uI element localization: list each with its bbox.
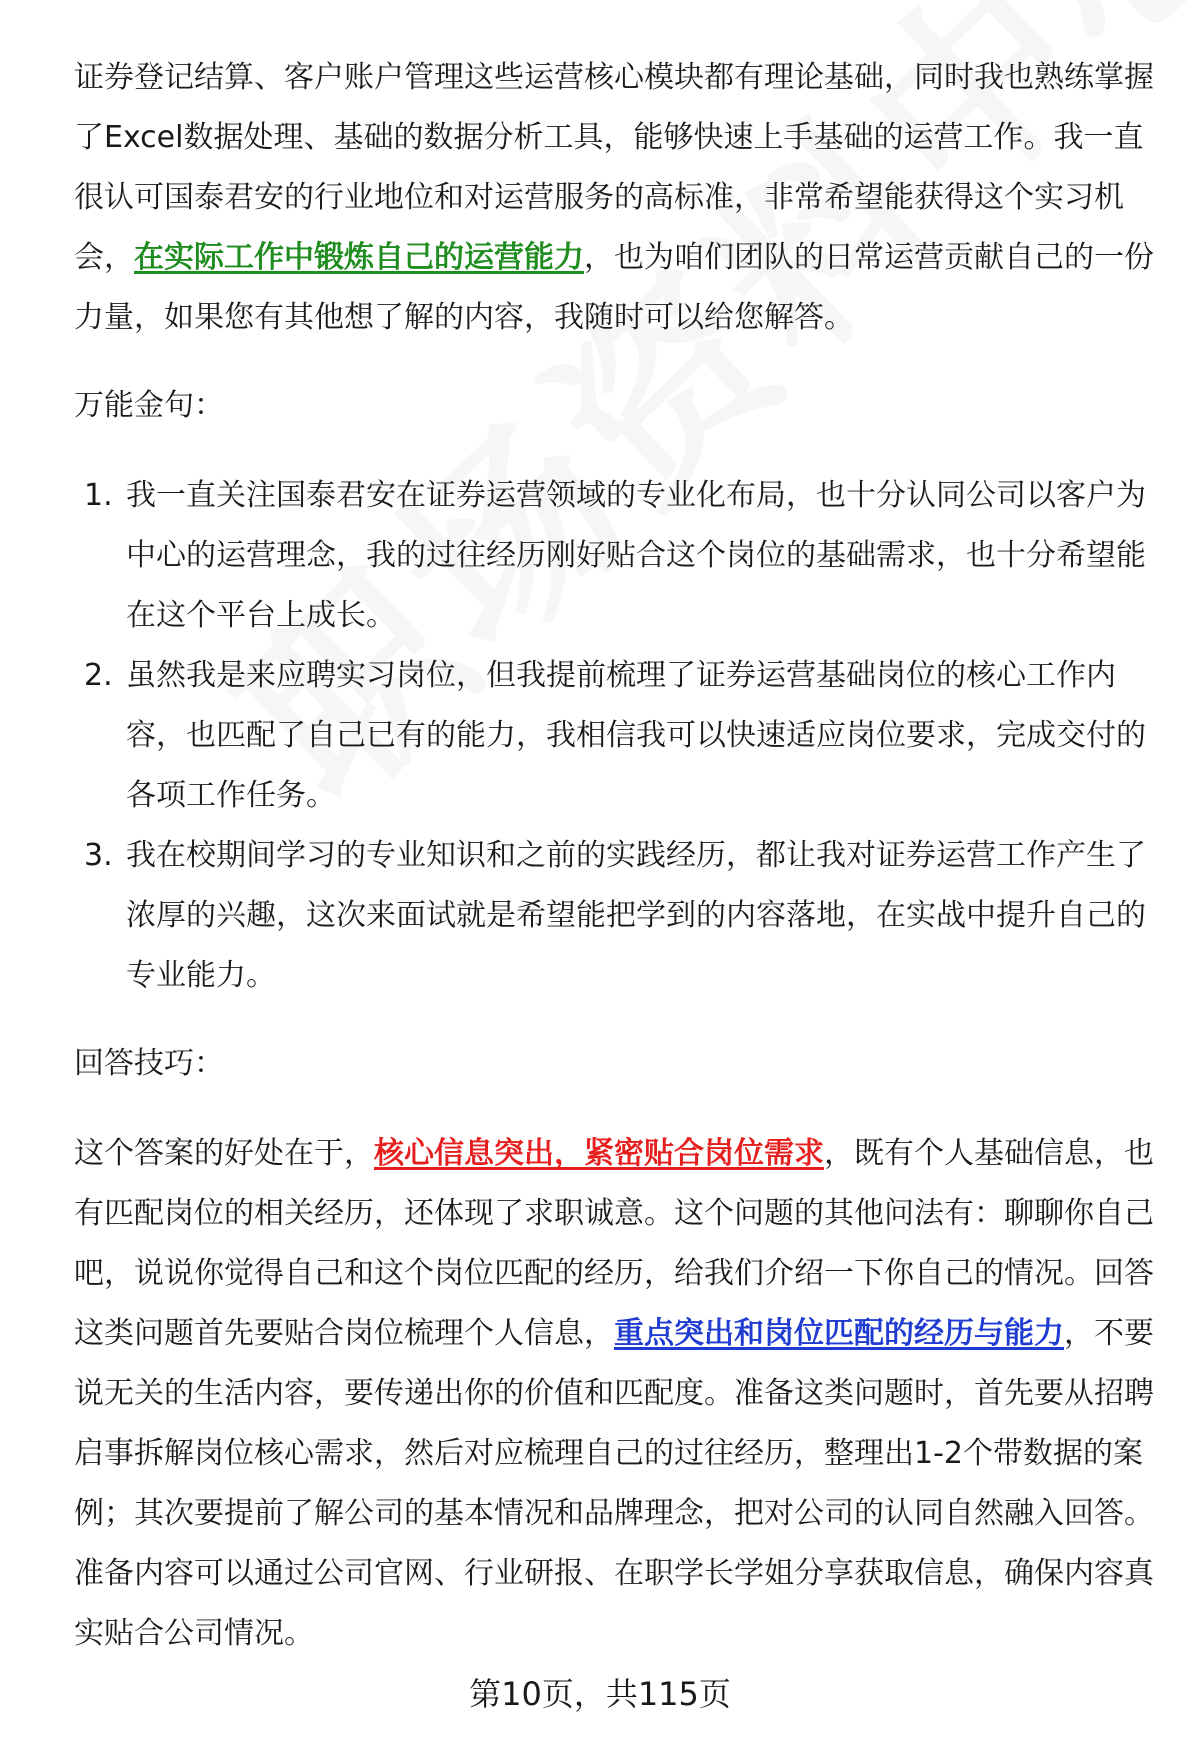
page-number-footer: 第10页，共115页 — [469, 1675, 731, 1713]
list-item-number: 2. — [84, 658, 113, 693]
intro-highlight: 在实际工作中锻炼自己的运营能力 — [134, 240, 584, 275]
tips-heading: 回答技巧： — [74, 1046, 224, 1081]
list-item — [74, 466, 1164, 646]
tips-paragraph — [74, 1124, 1164, 1664]
list-item — [74, 826, 1164, 1006]
list-item-number: 1. — [84, 478, 113, 513]
list-item — [74, 646, 1164, 826]
tips-text-part1: 这个答案的好处在于， — [74, 1136, 374, 1171]
tips-highlight-blue: 重点突出和岗位匹配的经历与能力 — [614, 1316, 1064, 1351]
tips-highlight-red: 核心信息突出，紧密贴合岗位需求 — [374, 1136, 824, 1171]
list-item-text: 我在校期间学习的专业知识和之前的实践经历，都让我对证券运营工作产生了浓厚的兴趣，这次来面试就是希望能把学到的内容落地，在实战中提升自己的专业能力。 — [126, 838, 1146, 993]
list-item-number: 3. — [84, 838, 113, 873]
list-item-text: 虽然我是来应聘实习岗位，但我提前梳理了证券运营基础岗位的核心工作内容，也匹配了自己已有的能力，我相信我可以快速适应岗位要求，完成交付的各项工作任务。 — [126, 658, 1146, 813]
intro-paragraph — [74, 48, 1164, 348]
golden-sentences-heading: 万能金句： — [74, 388, 224, 423]
page-content — [74, 48, 1164, 1664]
intro-text-after: ，也为咱们团队的日常运营贡献自己的一份力量，如果您有其他想了解的内容，我随时可以给您解答。 — [74, 240, 1154, 335]
list-item-text: 我一直关注国泰君安在证券运营领域的专业化布局，也十分认同公司以客户为中心的运营理念，我的过往经历刚好贴合这个岗位的基础需求，也十分希望能在这个平台上成长。 — [126, 478, 1146, 633]
intro-text-before: 证券登记结算、客户账户管理这些运营核心模块都有理论基础，同时我也熟练掌握了Excel数据处理、基础的数据分析工具，能够快速上手基础的运营工作。我一直很认可国泰君安的行业地位和对运营服务的高标准，非常希望能获得这个实习机会， — [74, 60, 1154, 275]
tips-text-part2: ，既有个人基础信息，也有匹配岗位的相关经历，还体现了求职诚意。这个问题的其他问法有：聊聊你自己吧，说说你觉得自己和这个岗位匹配的经历，给我们介绍一下你自己的情况。回答这类问题首先要贴合岗位梳理个人信息， — [74, 1136, 1154, 1351]
golden-sentences-list — [74, 466, 1164, 1006]
tips-text-part3: ，不要说无关的生活内容，要传递出你的价值和匹配度。准备这类问题时，首先要从招聘启事拆解岗位核心需求，然后对应梳理自己的过往经历，整理出1-2个带数据的案例；其次要提前了解公司的基本情况和品牌理念，把对公司的认同自然融入回答。准备内容可以通过公司官网、行业研报、在职学长学姐分享获取信息，确保内容真实贴合公司情况。 — [74, 1316, 1154, 1651]
